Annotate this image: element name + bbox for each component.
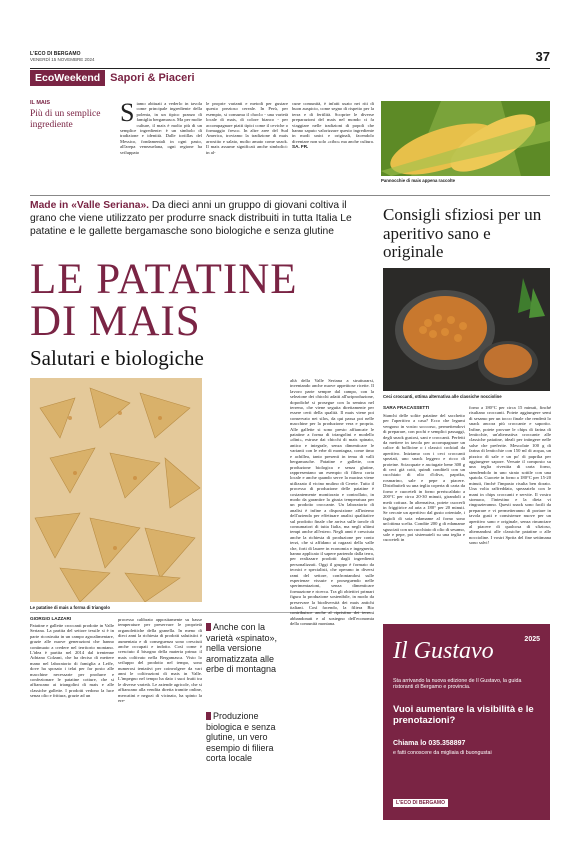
chickpea-illustration [383, 268, 550, 391]
dropcap: S [120, 98, 135, 127]
ad-logo: Il Gustavo [393, 638, 494, 664]
ad-brand-logo: L'ECO DI BERGAMO [393, 799, 448, 807]
ad-phone[interactable]: Chiama lo 035.358897 [393, 740, 466, 747]
side-story-title: Consigli sfiziosi per un aperitivo sano e originale [383, 205, 542, 261]
pull-quote-2 [206, 711, 286, 764]
side-story-author: SARA FRACASSETTI [383, 405, 430, 410]
corn-photo [381, 101, 550, 176]
section-divider [30, 195, 550, 196]
masthead-date: VENERDÌ 15 NOVEMBRE 2024 [30, 57, 95, 62]
corn-illustration [381, 101, 550, 176]
top-story-column-1-text: iamo abituati a vederlo in tavola come principale ingrediente della polenta, in un tipico pranzo di famiglia bergamasca. Ma per molte culture, il mais è molto più di un semplice ingrediente: è un simbolo di tradizione e identità. Dalle tortillas del Messico, fondamentali in ogni pasto, all'arepa venezuelana, ogni regione ha sviluppato [120, 101, 202, 155]
banner-kicker: Made in «Valle Seriana». [30, 200, 150, 211]
section-subtitle: Sapori & Piaceri [110, 72, 195, 84]
top-story-headline: Più di un semplice ingrediente [30, 109, 101, 130]
main-column-1: Patatine e gallette croccanti prodotte in Valle Seriana. La partita del settore tessile si è in parte ricostruita in un campo agroalimentare, grazie alle nuove generazioni che hanno continuato a credere nel territorio montano. L'idea è partita nel 2014 dal trentenne Adriano Colzani, che ha deciso di mettere mano nel laboratorio di famiglia a Leffe, dove ha sposato i telai per far posto alle macchine necessarie per produrre e confezionare le patatine cotture, che si affiancano ai triangolini di mais e alle classiche gallette. I prodotti vedono la luce senza olio e frittura, grazie ad un [30, 623, 114, 699]
side-story-column-2: forno a 180°C per circa 15 minuti, finché risultano croccanti. Potete aggiungere semi di sesamo per un tocco finale che renderà lo snack ancora più croccante e saporito. Infine, potete provare le chips di farina di lenticchie, un'alternativa croccante alle classiche patatine, ideali per intingere nelle salse che preferite. Mescolate 100 g di farina di lenticchie con 150 ml di acqua, un pizzico di sale e un po' di paprika per aggiungere sapore. Versate il composto su una teglia rivestita di carta forno, stendendolo in uno strato sottile con una spatola. Cuocete in forno a 180°C per 15-20 minuti, finché l'impasto risulta ben dorato. Una volta raffreddato, spezzatelo con le mani in chips croccanti e servite. Il vostro stomaco, l'intestino e la dieta vi ringrazieranno. Questi snack sono facili da preparare e vi permetteranno di portare in tavola gusti e consistenze nuove per un aperitivo sano e originale, senza rinunciare al piacere di qualcosa di sfizioso, alternandosi alle classiche patatine o alle noccioline. I vostri Spritz del fine settimana sono salvi! [469, 405, 551, 546]
header-rule [30, 68, 550, 69]
banner-text: Da dieci anni un gruppo di giovani coltiva il grano che viene utilizzato per produrre snack distribuiti in tutta Italia Le patatine e le gallette bergamasche sono biologiche e senza glutine [30, 200, 352, 237]
section-tag: EcoWeekend [30, 70, 105, 86]
ad-year: 2025 [524, 636, 540, 643]
side-story-column-1: Stanchi delle solite patatine del sacchetto per l'aperitivo a casa? Ecco che legumi vengono in vostro soccorso, permettendovi di preparare, con pochi e semplici passaggi, degli snack gustosi, sani e croccanti. Perfetti da mettere in tavola per accompagnare un calice di bollicine o i classici cocktail da aperitivo. Iniziamo con i ceci croccanti speziati, uno snack leggero e ricco di proteine. Sciacquate e asciugate bene 300 g di ceci già cotti, quindi conditeli con un cucchiaio di olio d'oliva, paprika, rosmarino, sale e pepe a piacere. Distribuiteli su una teglia coperta di carta da forno e cuoceteli in forno preriscaldato a 200°C per circa 20-30 minuti, girandoli a metà cottura. In alternativa, potete cuocerli in friggitrice ad aria a 180° per 20 minuti. Se cercate un aperitivo dal gusto orientale, i fagioli di soia edamame al forno sono un'ottima scelta. Condite 200 g di edamame sgusciati con un cucchiaio di olio di sesamo, sale e pepe, poi sistemateli su una teglia e cuoceteli in [383, 413, 465, 543]
corn-chips-illustration [30, 378, 202, 602]
corn-photo-caption: Pannocchie di mais appena raccolte [381, 178, 456, 183]
main-title-line-1: LE PATATINE [30, 256, 298, 303]
main-subtitle: Salutari e biologiche [30, 346, 204, 370]
main-column-2: processo calibrato appositamente su basse temperature per preservare le proprietà organolettiche della granella. In meno di dieci anni la richiesta di prodotti salutistici è aumentata e di conseguenza sono cresciuti anche occupati e indotto. Così come è cresciuto il bisogno della materia prima: il mais coltivato nella Bergamasca. Visto lo sviluppo del prodotto nel tempo, sono numerosi tentativi per coinvolgere da vari anni le coltivazioni di mais in Valle. L'impegno nel tempo ha dato i suoi frutti tra le diverse varietà. Le aziende agricole, che si affiancano alla vendita diretta tramite online, mercatini e negozi di vicinato, ha spinto la ere- [118, 617, 202, 704]
top-story-kicker: IL MAIS [30, 100, 51, 106]
main-author: GIORGIO LAZZARI [30, 616, 72, 621]
top-story-column-3-text: cune comunità, è infatti usato nei riti di buon auspicio, come segno di rispetto per la terra e di fertilità. Scoprire le diverse preparazioni del mais nel mondo ci fa viaggiare nelle tradizioni di popoli che hanno saputo valorizzare questo ingrediente in modi unici e originali, facendolo diventare non solo «cibo» ma anche cultura. [292, 101, 374, 144]
corn-chips-photo-caption: Le patatine di mais a forma di triangolo [30, 605, 110, 610]
masthead: L'ECO DI BERGAMO [30, 51, 81, 57]
page-number: 37 [535, 49, 550, 64]
top-story-column-1 [120, 98, 202, 155]
pull-quote-1 [206, 622, 286, 675]
main-column-3: altà della Valle Seriana a strutturarsi, inventando anche nuove appetitose ricette. Il lavoro parte sempre dal campo, con la selezione dei chicchi adatti all'uriproduzione, dopodiché si prosegue con la semina nel terreno, che viene seguita direttamente per essere certi della qualità. Il mais viene poi conservato nei silos, da qui passa poi nelle macchine per la produzione vera e propria. Alle gallette si sono presto affiancate le patatine a forma di triangolini e modello «dini», estruse dai chicchi di mais spinato, antico e integrale, senza dimenticare le varianti con le erbe di montagna, come timo e achillea, tanto presenti in tema di valli bergamasche. Patatine e gallette, con produzione biologica e senza glutine, rappresentano un esempio di filiera corta locale e anche quando serve la macina viene utilizzato il vicino mulino di Cerete. Tutto il processo di produzione delle patatine è costantemente monitorato e controllato, in modo da garantire la giusta temperatura per un prodotto croccante. Un laboratorio di analisi è infine a disposizione all'interno dell'azienda per effettuare analisi qualitative sul prodotto finale che arriva sulle tavole di consumatori di tutta Italia, ma negli ultimi tempi anche all'estero. Negli anni è cresciuta anche la richiesta di produzione per conto terzi, che si affidano ai ragazzi della valle che, forti di lauree in economia e ingegneria, hanno applicato il sapere partendo dalla terra, per realizzare prodotti dagli ingredienti personalizzati. Oggi il gruppo è formato da tecnici e specialisti, che operano in diversi rami del settore, confrontandosi sulle esperienze vissute e proseguendo nelle sperimentazioni, senza dimenticare formazione e ricerca. Tra gli obiettivi primari figura la produzione sostenibile, in modo da preservare la biodiversità dei mais antichi italiani. Così facendo, la filiera Bio contribuisce anche al ripristino dei terreni abbandonati e al sostegno dell'economia della comunità montana. [290, 378, 374, 627]
chickpea-photo [383, 268, 550, 391]
pull-quote-2-text: Produzione biologica e senza glutine, un vero esempio di filiera corta locale [206, 711, 276, 763]
corn-chips-photo [30, 378, 202, 602]
top-story-column-2: le proprie varianti e metodi per gustare questo prezioso cereale. In Perù, per esempio, si consuma il choclo - una varietà locale di mais, di colore bianco - per accompagnare piatti tipici come il ceviche o formaggio fresco. In altre aree del Sud America, troviamo la tradizione di mais arrostito e salato, molto amato come snack. Il mais assume significati anche simbolici: in al- [206, 101, 288, 155]
made-in-banner [30, 199, 370, 238]
gustavo-advertisement[interactable] [383, 624, 550, 820]
top-story-column-3 [292, 101, 374, 150]
ad-extra: e fatti conoscere da migliaia di buongustai [393, 750, 492, 756]
pull-quote-marker [206, 712, 211, 720]
section-bar [30, 70, 550, 86]
ad-intro: Sta arrivando la nuova edizione de Il Gustavo, la guida ristoranti di Bergamo e provincia. [393, 678, 522, 691]
main-title-line-2: DI MAIS [30, 298, 201, 345]
chickpea-photo-caption: Ceci croccanti, ottima alternativa alle classiche noccioline [383, 394, 502, 399]
top-story-signature: SA. FR. [292, 144, 309, 150]
ad-headline: Vuoi aumentare la visibilità e le prenotazioni? [393, 704, 534, 726]
pull-quote-1-text: Anche con la varietà «spinato», nella versione aromatizzata alle erbe di montagna [206, 622, 278, 674]
pull-quote-marker [206, 623, 211, 631]
